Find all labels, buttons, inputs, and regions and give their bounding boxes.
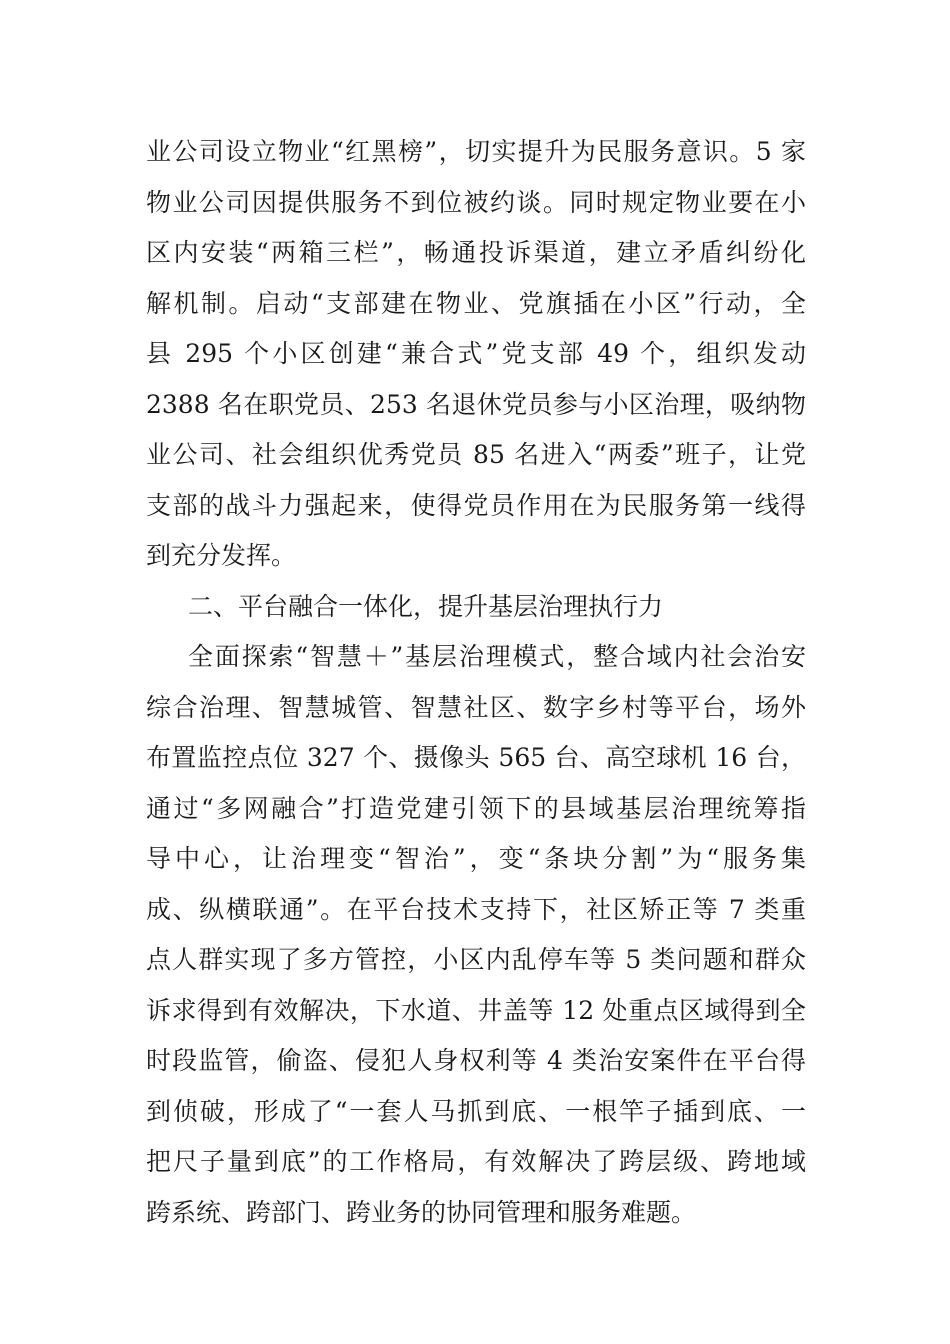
text-line: 综合治理、智慧城管、智慧社区、数字乡村等平台，场外	[146, 692, 806, 722]
text-line: 把尺子量到底”的工作格局，有效解决了跨层级、跨地域	[146, 1147, 806, 1176]
text-line: 诉求得到有效解决，下水道、井盖等 12 处重点区域得到全	[146, 995, 806, 1025]
text-line: 成、纵横联通”。在平台技术支持下，社区矫正等 7 类重	[146, 894, 806, 924]
text-line: 全面探索“智慧＋”基层治理模式，整合域内社会治安	[188, 642, 806, 671]
text-line: 解机制。启动“支部建在物业、党旗插在小区”行动，全	[146, 288, 806, 318]
paragraph-platform-integration	[146, 632, 806, 1238]
text-line: 县 295 个小区创建“兼合式”党支部 49 个，组织发动	[146, 339, 806, 368]
text-line: 业公司、社会组织优秀党员 85 名进入“两委”班子，让党	[146, 440, 806, 469]
document-body	[146, 127, 806, 1238]
text-line: 通过“多网融合”打造党建引领下的县域基层治理统筹指	[146, 793, 806, 823]
text-line: 支部的战斗力强起来，使得党员作用在为民服务第一线得	[146, 490, 806, 520]
text-line: 点人群实现了多方管控，小区内乱停车等 5 类问题和群众	[146, 945, 806, 974]
text-line: 区内安装“两箱三栏”，畅通投诉渠道，建立矛盾纠纷化	[146, 238, 806, 267]
text-line: 导中心，让治理变“智治”，变“条块分割”为“服务集	[146, 844, 806, 873]
section-heading: 二、平台融合一体化，提升基层治理执行力	[188, 591, 664, 621]
text-line: 到充分发挥。	[146, 541, 297, 570]
text-line: 业公司设立物业“红黑榜”，切实提升为民服务意识。5 家	[146, 137, 806, 166]
text-line: 物业公司因提供服务不到位被约谈。同时规定物业要在小	[146, 187, 806, 217]
text-line: 跨系统、跨部门、跨业务的协同管理和服务难题。	[146, 1197, 697, 1227]
text-line: 时段监管，偷盗、侵犯人身权利等 4 类治安案件在平台得	[146, 1046, 806, 1075]
text-line: 到侦破，形成了“一套人马抓到底、一根竿子插到底、一	[146, 1096, 806, 1126]
text-line: 布置监控点位 327 个、摄像头 565 台、高空球机 16 台，	[146, 743, 806, 772]
paragraph-community-property	[146, 127, 806, 582]
text-line: 2388 名在职党员、253 名退休党员参与小区治理，吸纳物	[146, 389, 806, 419]
